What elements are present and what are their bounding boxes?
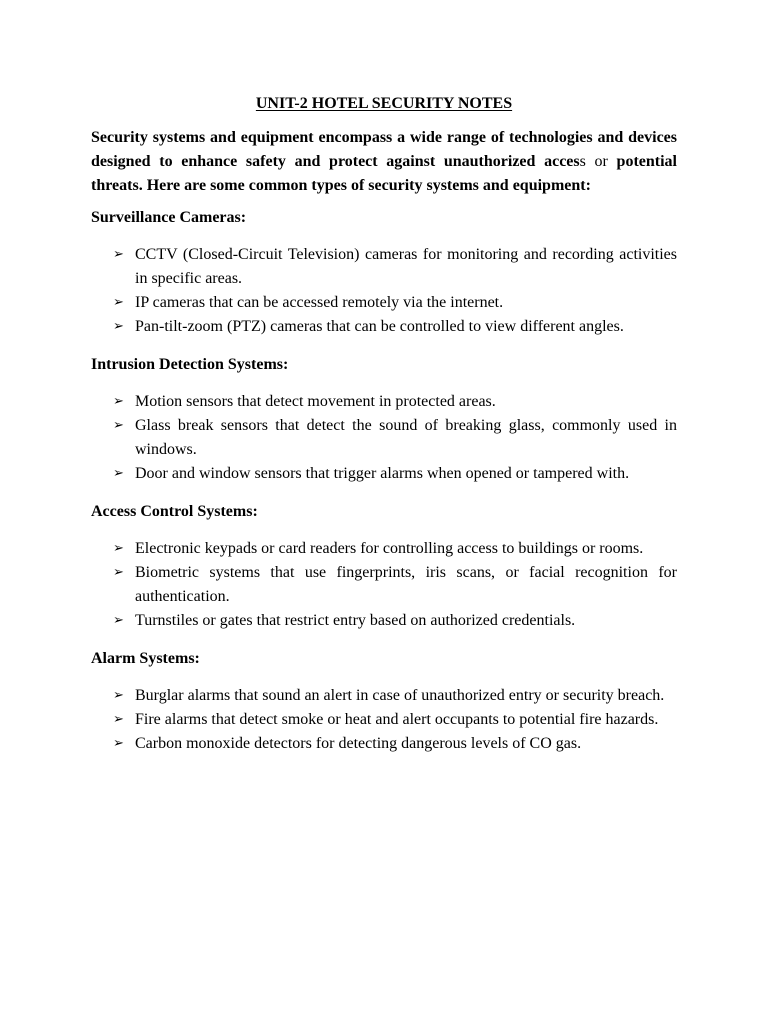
intro-text: Security systems and equipment encompass a wide range of technologies and devices designed to enhance safety and protect against unauthorized acces xyxy=(91,129,677,170)
arrowhead-bullet-icon: ➢ xyxy=(113,736,124,751)
bullet-list-intrusion-detection xyxy=(91,390,677,486)
list-item-text: Glass break sensors that detect the sound of breaking glass, commonly used in windows. xyxy=(135,417,677,458)
section-heading-access-control: Access Control Systems: xyxy=(91,503,258,520)
intro-text-2: potential threats. Here are some common types of security systems and equipment: xyxy=(91,153,677,194)
arrowhead-bullet-icon: ➢ xyxy=(113,247,124,262)
list-item-text: Fire alarms that detect smoke or heat and alert occupants to potential fire hazards. xyxy=(135,711,659,728)
intro-text-tail: s or xyxy=(579,153,608,170)
list-item-text: Biometric systems that use fingerprints, iris scans, or facial recognition for authentication. xyxy=(135,564,677,605)
bullet-list-access-control xyxy=(91,537,677,633)
list-item xyxy=(113,708,677,732)
list-item xyxy=(113,291,677,315)
arrowhead-bullet-icon: ➢ xyxy=(113,565,124,580)
list-item xyxy=(113,243,677,291)
arrowhead-bullet-icon: ➢ xyxy=(113,688,124,703)
arrowhead-bullet-icon: ➢ xyxy=(113,541,124,556)
list-item-text: Turnstiles or gates that restrict entry based on authorized credentials. xyxy=(135,612,576,629)
arrowhead-bullet-icon: ➢ xyxy=(113,613,124,628)
bullet-list-alarm-systems xyxy=(91,684,677,756)
list-item-text: Door and window sensors that trigger alarms when opened or tampered with. xyxy=(135,465,630,482)
section-heading-intrusion-detection: Intrusion Detection Systems: xyxy=(91,356,289,373)
list-item xyxy=(113,561,677,609)
list-item-text: IP cameras that can be accessed remotely via the internet. xyxy=(135,294,504,311)
intro-paragraph xyxy=(91,126,677,198)
list-item-text: Motion sensors that detect movement in protected areas. xyxy=(135,393,496,410)
list-item-text: Electronic keypads or card readers for controlling access to buildings or rooms. xyxy=(135,540,644,557)
list-item xyxy=(113,537,677,561)
list-item-text: Carbon monoxide detectors for detecting dangerous levels of CO gas. xyxy=(135,735,582,752)
list-item xyxy=(113,390,677,414)
list-item-text: CCTV (Closed-Circuit Television) cameras for monitoring and recording activities in specific areas. xyxy=(135,246,677,287)
arrowhead-bullet-icon: ➢ xyxy=(113,712,124,727)
list-item xyxy=(113,684,677,708)
list-item-text: Burglar alarms that sound an alert in case of unauthorized entry or security breach. xyxy=(135,687,665,704)
list-item-text: Pan-tilt-zoom (PTZ) cameras that can be controlled to view different angles. xyxy=(135,318,624,335)
page-title: UNIT-2 HOTEL SECURITY NOTES xyxy=(255,95,513,112)
arrowhead-bullet-icon: ➢ xyxy=(113,418,124,433)
arrowhead-bullet-icon: ➢ xyxy=(113,394,124,409)
arrowhead-bullet-icon: ➢ xyxy=(113,319,124,334)
list-item xyxy=(113,609,677,633)
list-item xyxy=(113,462,677,486)
list-item xyxy=(113,315,677,339)
arrowhead-bullet-icon: ➢ xyxy=(113,295,124,310)
bullet-list-surveillance-cameras xyxy=(91,243,677,339)
list-item xyxy=(113,414,677,462)
document-page xyxy=(91,94,677,770)
arrowhead-bullet-icon: ➢ xyxy=(113,466,124,481)
section-heading-surveillance-cameras: Surveillance Cameras: xyxy=(91,209,247,226)
list-item xyxy=(113,732,677,756)
section-heading-alarm-systems: Alarm Systems: xyxy=(91,650,200,667)
